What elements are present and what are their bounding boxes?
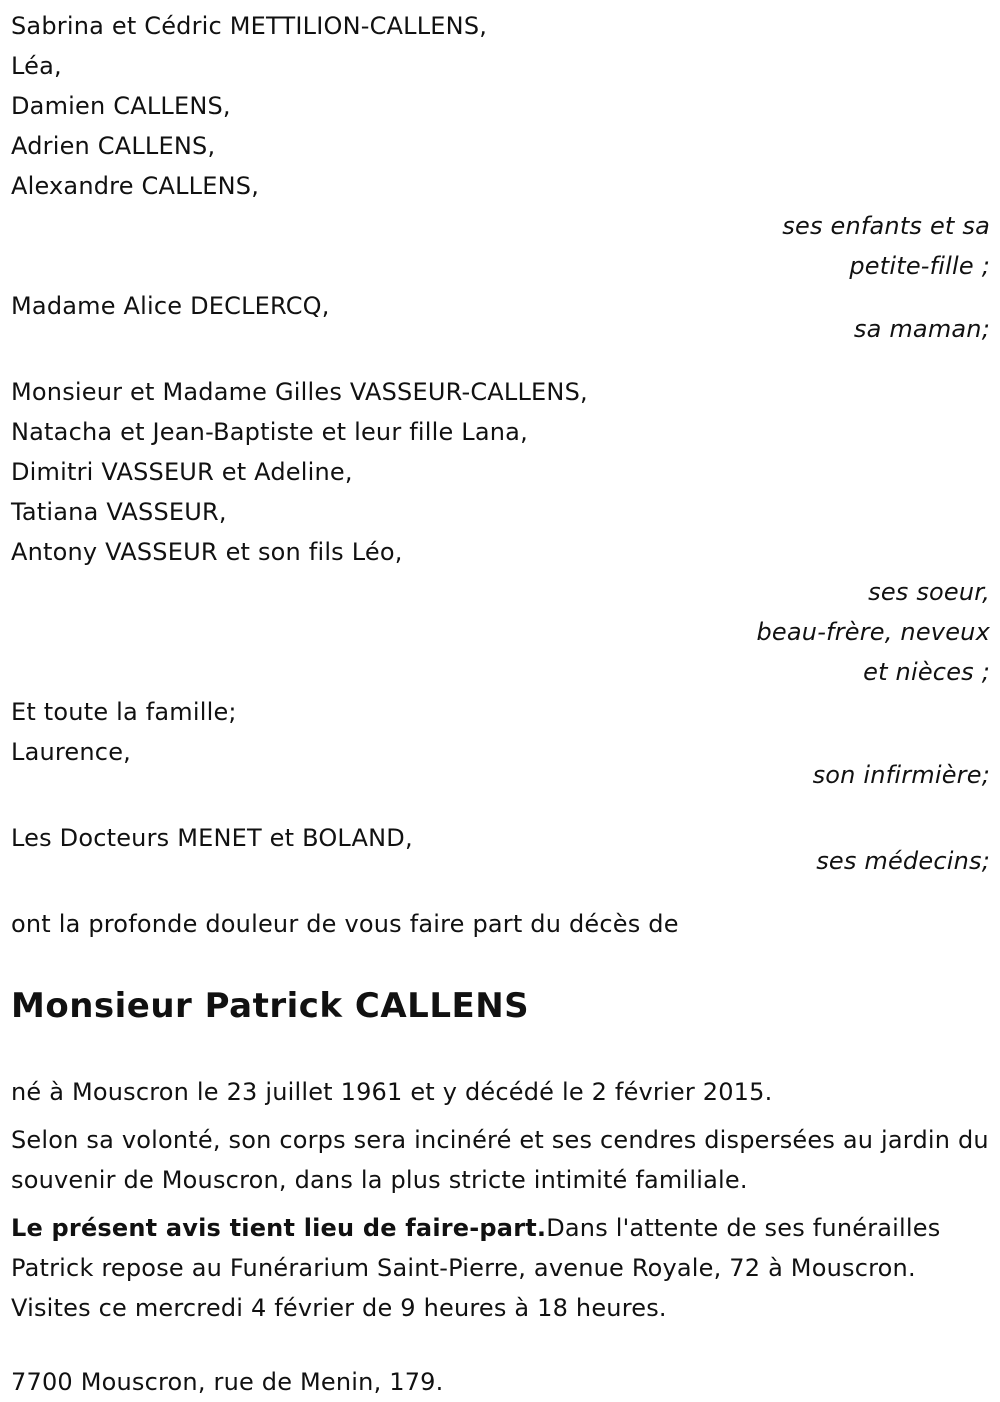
wishes-text: Selon sa volonté, son corps sera incinéré et ses cendres dispersées au jardin du souvenir de Mouscron, dans la plus stricte intimité familiale. — [11, 1126, 989, 1194]
relation-label: ses enfants et sa — [782, 212, 990, 240]
doctors-group — [11, 818, 990, 882]
birth-death-text: né à Mouscron le 23 juillet 1961 et y décédé le 2 février 2015. — [11, 1078, 773, 1106]
deceased-name: Monsieur Patrick CALLENS — [11, 986, 530, 1026]
family-member-name: Léa, — [11, 52, 62, 80]
family-member-name: Monsieur et Madame Gilles VASSEUR-CALLENS, — [11, 378, 588, 406]
visitation-paragraph — [11, 1208, 990, 1328]
announcement-text: ont la profonde douleur de vous faire part du décès de — [11, 910, 679, 938]
notice-bold-text: Le présent avis tient lieu de faire-part. — [11, 1214, 547, 1242]
family-member-name: Adrien CALLENS, — [11, 132, 216, 160]
relation-label: son infirmière; — [812, 761, 990, 789]
family-member-name: Laurence, — [11, 738, 131, 766]
family-member-name: Antony VASSEUR et son fils Léo, — [11, 538, 403, 566]
siblings-group — [11, 372, 990, 692]
family-member-name: Alexandre CALLENS, — [11, 172, 260, 200]
mother-group — [11, 286, 990, 350]
address-text: 7700 Mouscron, rue de Menin, 179. — [11, 1368, 444, 1396]
family-member-name: Sabrina et Cédric METTILION-CALLENS, — [11, 12, 488, 40]
visitation-text: Dans l'attente de ses funérailles Patrick repose au Funérarium Saint-Pierre, avenue Royale, 72 à Mouscron. Visites ce mercredi 4 février de 9 heures à 18 heures. — [11, 1214, 941, 1322]
family-group — [11, 692, 990, 732]
family-member-name: Les Docteurs MENET et BOLAND, — [11, 824, 413, 852]
family-member-name: Madame Alice DECLERCQ, — [11, 292, 330, 320]
obituary-notice — [11, 6, 990, 1402]
relation-label: ses médecins; — [816, 847, 990, 875]
family-member-name: Dimitri VASSEUR et Adeline, — [11, 458, 353, 486]
relation-label: beau-frère, neveux — [756, 618, 990, 646]
nurse-group — [11, 732, 990, 796]
family-member-name: Natacha et Jean-Baptiste et leur fille Lana, — [11, 418, 528, 446]
relation-label: et nièces ; — [863, 658, 990, 686]
relation-label: petite-fille ; — [849, 252, 990, 280]
family-member-name: Tatiana VASSEUR, — [11, 498, 227, 526]
children-group — [11, 6, 990, 286]
family-member-name: Damien CALLENS, — [11, 92, 231, 120]
family-member-name: Et toute la famille; — [11, 698, 237, 726]
relation-label: ses soeur, — [868, 578, 990, 606]
relation-label: sa maman; — [853, 315, 990, 343]
